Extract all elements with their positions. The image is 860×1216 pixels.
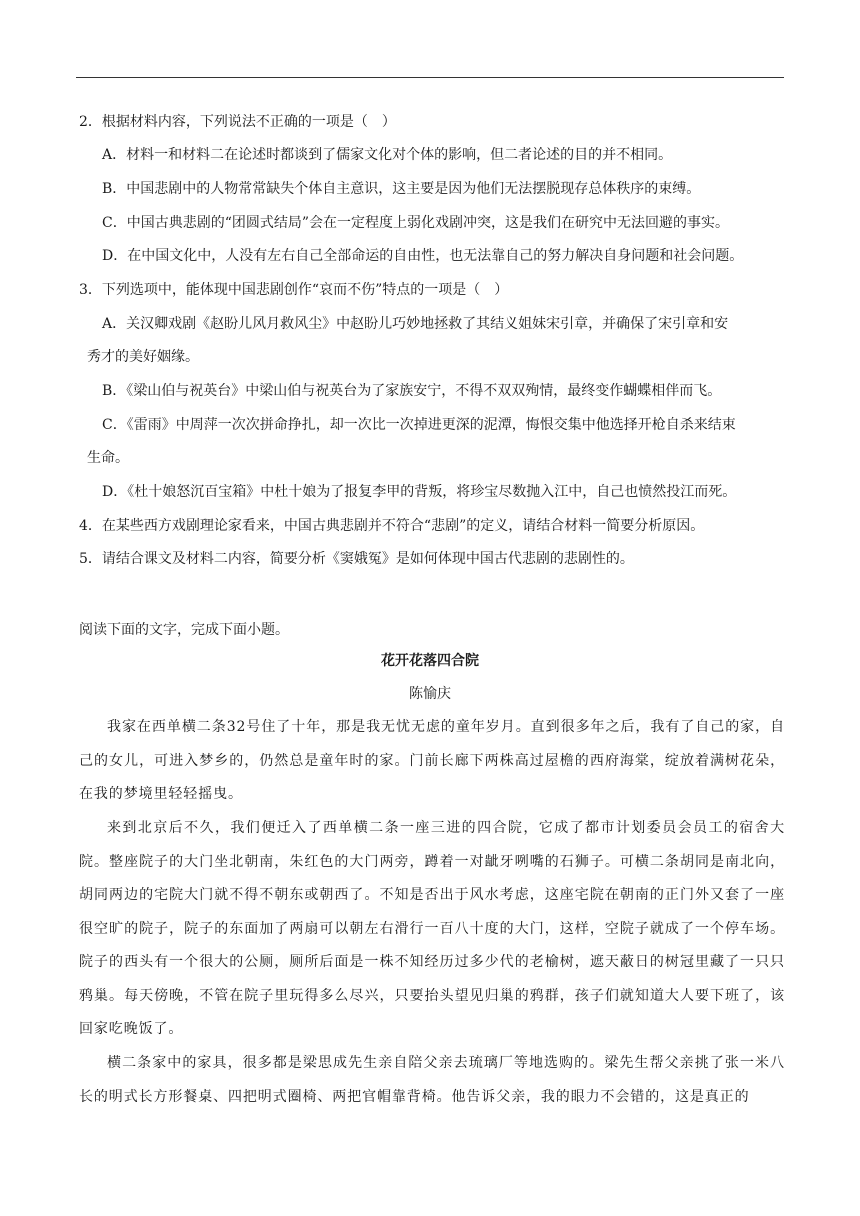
question-3-option-b: B．《梁山伯与祝英台》中梁山伯与祝英台为了家族安宁，不得不双双殉情，最终变作蝴蝶相伴而飞。 [102, 383, 722, 399]
question-2-stem: 2．根据材料内容，下列说法不正确的一项是（ ） [79, 114, 396, 130]
article-title: 花开花落四合院 [381, 653, 479, 669]
question-3-stem: 3．下列选项中，能体现中国悲剧创作“哀而不伤”特点的一项是（ ） [79, 282, 509, 298]
article-paragraph: 来到北京后不久，我们便迁入了西单横二条一座三进的四合院，它成了都市计划委员会员工的宿舍大院。整座院子的大门坐北朝南，朱红色的大门两旁，蹲着一对龇牙咧嘴的石狮子。可横二条胡同是南北向，胡同两边的宅院大门就不得不朝东或朝西了。不知是否出于风水考虑，这座宅院在朝南的正门外又套了一座很空旷的院子，院子的东面加了两扇可以朝左右滑行一百八十度的大门，这样，空院子就成了一个停车场。院子的西头有一个很大的公厕，厕所后面是一株不知经历过多少代的老榆树，遮天蔽日的树冠里藏了一只只鸦巢。每天傍晚，不管在院子里玩得多么尽兴，只要抬头望见归巢的鸦群，孩子们就知道大人要下班了，该回家吃晚饭了。 [79, 820, 785, 1037]
question-3-option-a-cont: 秀才的美好姻缘。 [87, 349, 199, 365]
reading-instruction: 阅读下面的文字，完成下面小题。 [79, 622, 289, 638]
question-3-option-a: A．关汉卿戏剧《赵盼儿风月救风尘》中赵盼儿巧妙地拯救了其结义姐妹宋引章，并确保了宋引章和安 [102, 316, 729, 332]
question-5-stem: 5．请结合课文及材料二内容，简要分析《窦娥冤》是如何体现中国古代悲剧的悲剧性的。 [79, 551, 634, 567]
question-2-option-d: D．在中国文化中，人没有左右自己全部命运的自由性，也无法靠自己的努力解决自身问题和社会问题。 [102, 248, 744, 264]
header-rule [76, 77, 784, 78]
article-paragraph: 我家在西单横二条32号住了十年，那是我无忧无虑的童年岁月。直到很多年之后，我有了自己的家，自己的女儿，可进入梦乡的，仍然总是童年时的家。门前长廊下两株高过屋檐的西府海棠，绽放着满树花朵，在我的梦境里轻轻摇曳。 [79, 719, 785, 802]
question-3-option-c: C．《雷雨》中周萍一次次拼命挣扎，却一次比一次掉进更深的泥潭，悔恨交集中他选择开枪自杀来结束 [102, 417, 736, 433]
question-3-option-c-cont: 生命。 [87, 450, 129, 466]
question-2-option-b: B．中国悲剧中的人物常常缺失个体自主意识，这主要是因为他们无法摆脱现存总体秩序的束缚。 [102, 181, 701, 197]
question-4-stem: 4．在某些西方戏剧理论家看来，中国古典悲剧并不符合“悲剧”的定义，请结合材料一简要分析原因。 [79, 518, 705, 534]
question-3-option-d: D．《杜十娘怒沉百宝箱》中杜十娘为了报复李甲的背叛，将珍宝尽数抛入江中，自己也愤然投江而死。 [102, 484, 737, 500]
article-author: 陈愉庆 [409, 686, 451, 702]
article-paragraph: 横二条家中的家具，很多都是梁思成先生亲自陪父亲去琉璃厂等地选购的。梁先生帮父亲挑了张一米八长的明式长方形餐桌、四把明式圈椅、两把官帽靠背椅。他告诉父亲，我的眼力不会错的，这是真正的 [79, 1055, 785, 1105]
question-2-option-c: C．中国古典悲剧的“团圆式结局”会在一定程度上弱化戏剧冲突，这是我们在研究中无法回避的事实。 [102, 215, 730, 231]
question-2-option-a: A．材料一和材料二在论述时都谈到了儒家文化对个体的影响，但二者论述的目的并不相同。 [102, 147, 673, 163]
